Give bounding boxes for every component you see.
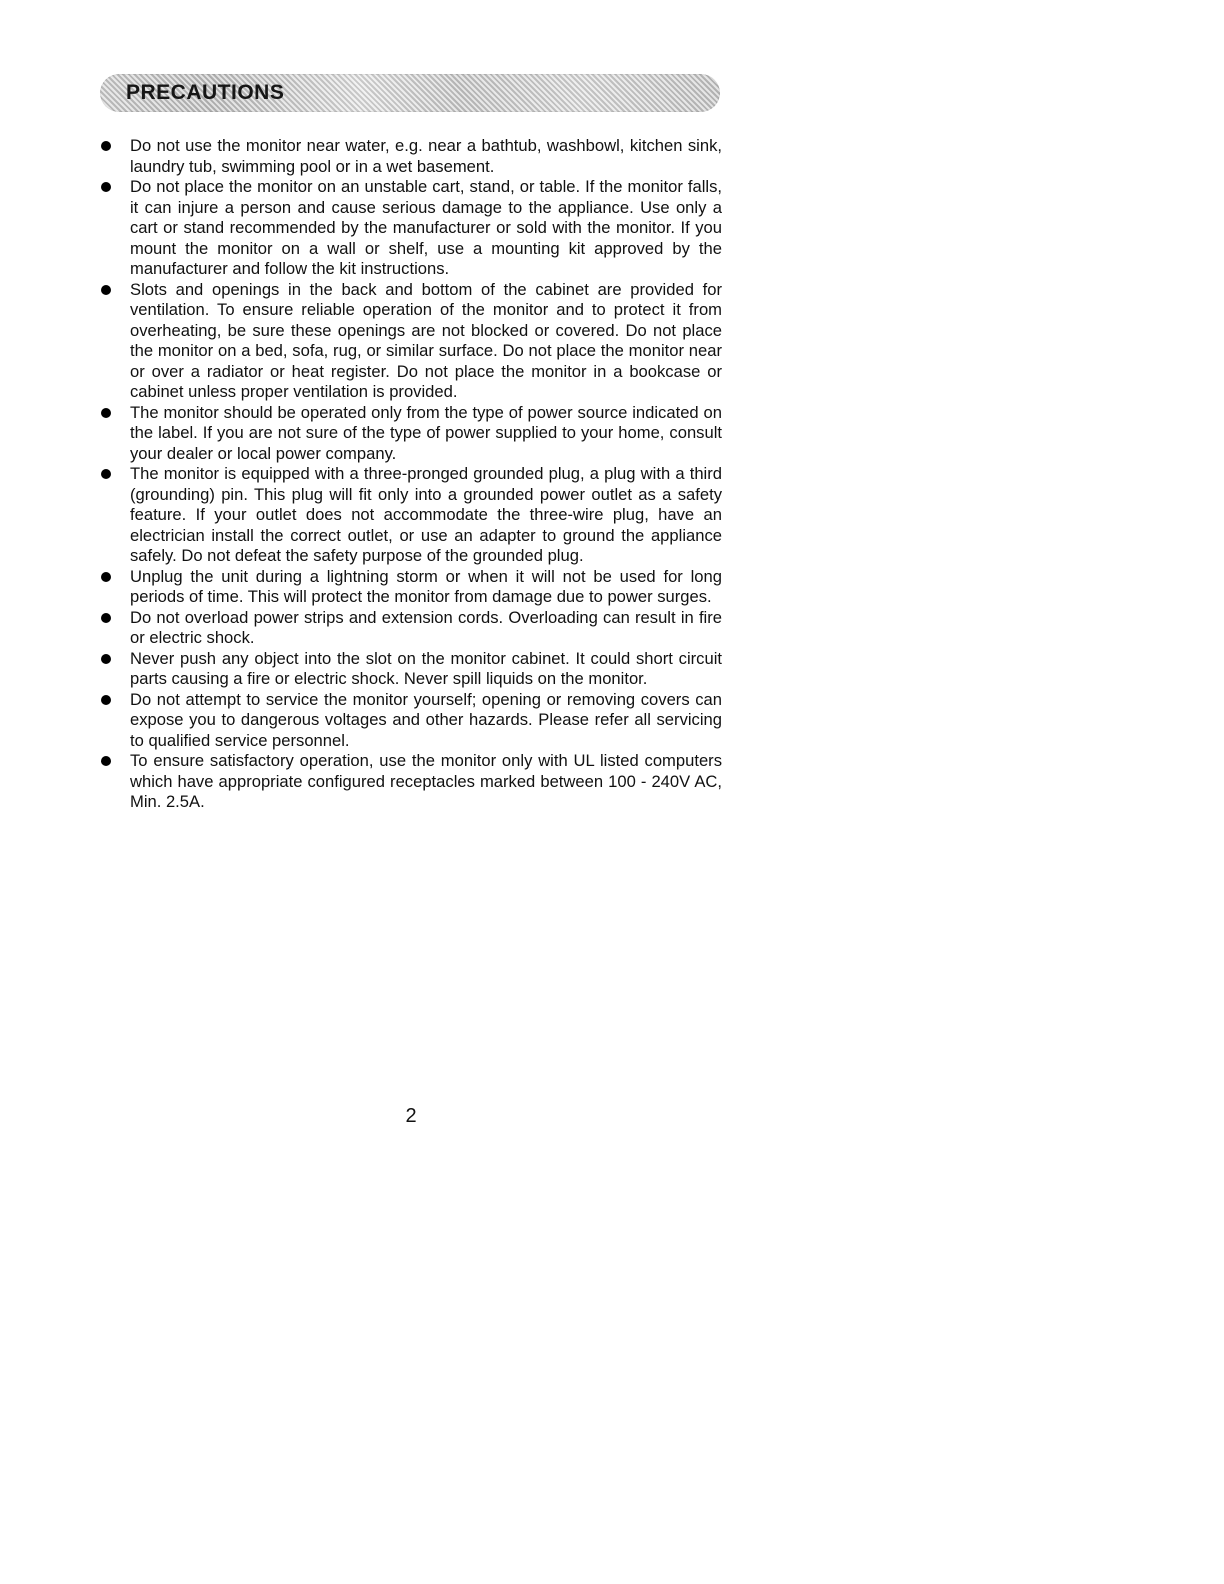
bullet-dot-icon <box>101 695 111 705</box>
precaution-item <box>130 751 722 813</box>
precaution-item <box>130 280 722 403</box>
bullet-dot-icon <box>101 756 111 766</box>
bullet-dot-icon <box>101 572 111 582</box>
page-number: 2 <box>405 1105 417 1127</box>
section-title: PRECAUTIONS <box>126 81 285 104</box>
precaution-text: Do not place the monitor on an unstable cart, stand, or table. If the monitor falls, it can injure a person and cause serious damage to the appliance. Use only a cart or stand recommended by the manufacturer or sold with the monitor. If you mount the monitor on a wall or shelf, use a mounting kit approved by the manufacturer and follow the kit instructions. <box>130 177 722 278</box>
bullet-dot-icon <box>101 285 111 295</box>
precaution-text: Do not overload power strips and extension cords. Overloading can result in fire or electric shock. <box>130 607 722 647</box>
bullet-dot-icon <box>101 408 111 418</box>
section-title-banner <box>100 74 720 112</box>
precautions-list <box>130 136 722 813</box>
precaution-item <box>130 464 722 567</box>
precaution-item <box>130 403 722 465</box>
precaution-text: Do not attempt to service the monitor yourself; opening or removing covers can expose you to dangerous voltages and other hazards. Please refer all servicing to qualified service personnel. <box>130 689 722 750</box>
precaution-item <box>130 136 722 177</box>
precaution-text: Never push any object into the slot on the monitor cabinet. It could short circuit parts causing a fire or electric shock. Never spill liquids on the monitor. <box>130 648 722 688</box>
precaution-text: To ensure satisfactory operation, use the monitor only with UL listed computers which have appropriate configured receptacles marked between 100 - 240V AC, Min. 2.5A. <box>130 751 722 811</box>
precaution-item <box>130 567 722 608</box>
precaution-text: Slots and openings in the back and bottom of the cabinet are provided for ventilation. To ensure reliable operation of the monitor and to protect it from overheating, be sure these openings are not blocked or covered. Do not place the monitor on a bed, sofa, rug, or similar surface. Do not place the monitor near or over a radiator or heat register. Do not place the monitor in a bookcase or cabinet unless proper ventilation is provided. <box>130 279 722 401</box>
precaution-item <box>130 649 722 690</box>
bullet-dot-icon <box>101 654 111 664</box>
precaution-text: The monitor is equipped with a three-pronged grounded plug, a plug with a third (grounding) pin. This plug will fit only into a grounded power outlet as a safety feature. If your outlet does not accommodate the three-wire plug, have an electrician install the correct outlet, or use an adapter to ground the appliance safely. Do not defeat the safety purpose of the grounded plug. <box>130 464 722 565</box>
bullet-dot-icon <box>101 141 111 151</box>
precaution-item <box>130 177 722 280</box>
bullet-dot-icon <box>101 469 111 479</box>
bullet-dot-icon <box>101 613 111 623</box>
precaution-text: Unplug the unit during a lightning storm or when it will not be used for long periods of time. This will protect the monitor from damage due to power surges. <box>130 566 722 606</box>
precaution-item <box>130 608 722 649</box>
bullet-dot-icon <box>101 182 111 192</box>
precaution-item <box>130 690 722 752</box>
precaution-text: The monitor should be operated only from the type of power source indicated on the label. If you are not sure of the type of power supplied to your home, consult your dealer or local power company. <box>130 402 722 463</box>
precaution-text: Do not use the monitor near water, e.g. near a bathtub, washbowl, kitchen sink, laundry tub, swimming pool or in a wet basement. <box>130 136 722 176</box>
